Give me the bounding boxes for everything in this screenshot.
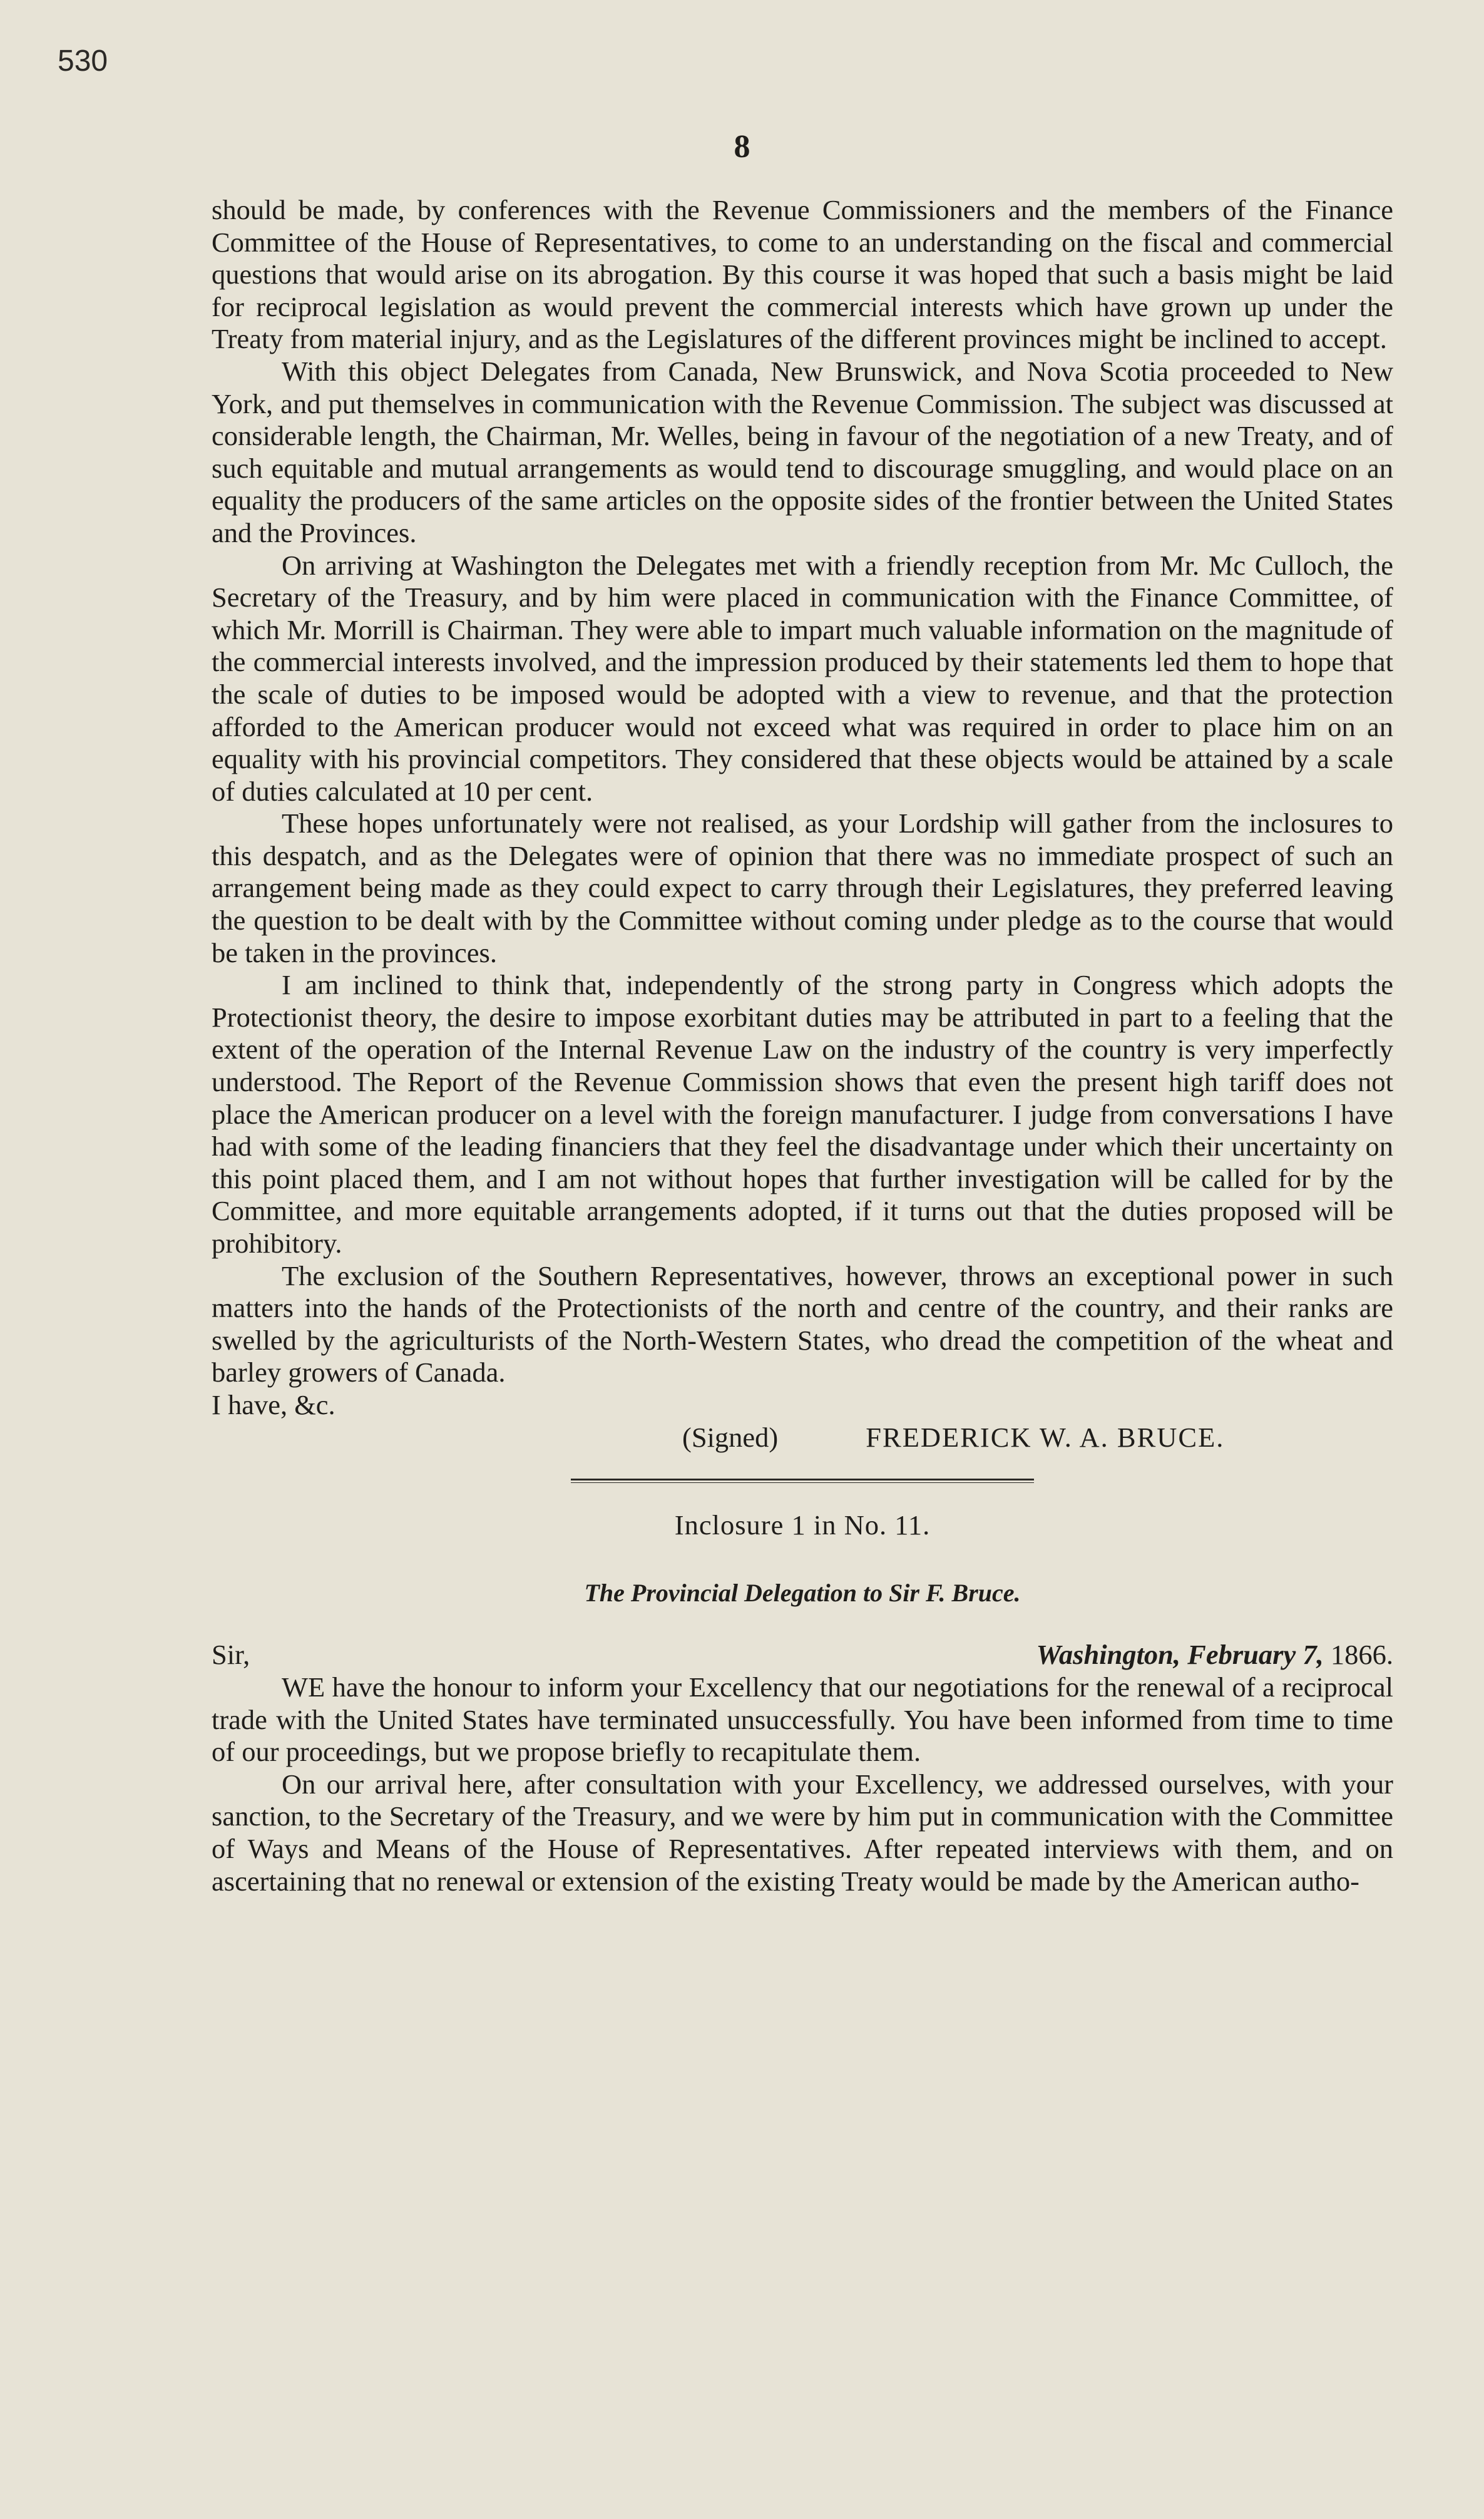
inclosure-heading: Inclosure 1 in No. 11. [674, 1509, 931, 1541]
body-paragraph: should be made, by conferences with the Revenue Commissioners and the members of the Finance Committee of the House of Representatives, to come to an understanding on the fiscal and commercial questions that would arise on its abrogation. By this course it was hoped that such a basis might be laid for reciprocal legislation as would prevent the commercial interests which have grown up under the Treaty from material injury, and as the Legislatures of the different provinces might be inclined to accept. [212, 194, 1393, 355]
body-paragraph: These hopes unfortunately were not realised, as your Lordship will gather from the inclosures to this despatch, and as the Delegates were of opinion that there was no immediate prospect of such an arrangement being made as they could expect to carry through their Legislatures, they preferred leaving the question to be dealt with by the Committee without coming under pledge as to the course that would be taken in the provinces. [212, 808, 1393, 968]
salutation-row [212, 1639, 1393, 1671]
inclosure-subtitle: The Provincial Delegation to Sir F. Bruce. [584, 1578, 1021, 1607]
signed-label: (Signed) [682, 1421, 779, 1453]
dateline [1036, 1639, 1393, 1671]
section-divider [571, 1479, 1034, 1483]
inclosure-paragraph: WE have the honour to inform your Excellency that our negotiations for the renewal of a reciprocal trade with the United States have terminated unsuccessfully. You have been informed from time to time of our proceedings, but we propose briefly to recapitulate them. [212, 1671, 1393, 1768]
body-paragraph: The exclusion of the Southern Representatives, however, throws an exceptional power in such matters into the hands of the Protectionists of the north and centre of the country, and their ranks are swelled by the agriculturists of the North-Western States, who dread the competition of the wheat and barley growers of Canada. [212, 1260, 1393, 1388]
body-paragraph: With this object Delegates from Canada, New Brunswick, and Nova Scotia proceeded to New York, and put themselves in communication with the Revenue Commission. The subject was discussed at considerable length, the Chairman, Mr. Welles, being in favour of the negotiation of a new Treaty, and of such equitable and mutual arrangements as would tend to discourage smuggling, and would place on an equality the producers of the same articles on the opposite sides of the frontier between the United States and the Provinces. [212, 355, 1393, 548]
dateline-place-date: Washington, February [1036, 1639, 1296, 1671]
page-number: 530 [58, 44, 108, 78]
document-body [212, 194, 1393, 1897]
signer-name: FREDERICK W. A. BRUCE. [866, 1421, 1225, 1453]
signature-line [212, 1422, 1393, 1454]
body-paragraph: On arriving at Washington the Delegates met with a friendly reception from Mr. Mc Culloch, the Secretary of the Treasury, and by him were placed in communication with the Finance Committee, of which Mr. Morrill is Chairman. They were able to impart much valuable information on the magnitude of the commercial interests involved, and the impression produced by their statements led them to hope that the scale of duties to be imposed would be adopted with a view to revenue, and that the protection afforded to the American producer would not exceed what was required in order to place him on an equality with his provincial competitors. They considered that these objects would be attained by a scale of duties calculated at 10 per cent. [212, 549, 1393, 807]
dateline-day: 7, [1302, 1639, 1324, 1671]
section-number: 8 [734, 129, 750, 165]
dateline-year: 1866. [1330, 1639, 1393, 1671]
inclosure-paragraph: On our arrival here, after consultation with your Excellency, we addressed ourselves, with your sanction, to the Secretary of the Treasury, and we were by him put in communication with the Committee of Ways and Means of the House of Representatives. After repeated interviews with them, and on ascertaining that no renewal or extension of the existing Treaty would be made by the American autho- [212, 1768, 1393, 1897]
salutation: Sir, [212, 1639, 250, 1671]
body-paragraph: I am inclined to think that, independently of the strong party in Congress which adopts the Protectionist theory, the desire to impose exorbitant duties may be attributed in part to a feeling that the extent of the operation of the Internal Revenue Law on the industry of the country is very imperfectly understood. The Report of the Revenue Commission shows that even the present high tariff does not place the American producer on a level with the foreign manufacturer. I judge from conversations I have had with some of the leading financiers that they feel the disadvantage under which their uncertainty on this point placed them, and I am not without hopes that further investigation will be called for by the Committee, and more equitable arrangements adopted, if it turns out that the duties proposed will be prohibitory. [212, 969, 1393, 1259]
closing-line: I have, &c. [212, 1388, 335, 1420]
